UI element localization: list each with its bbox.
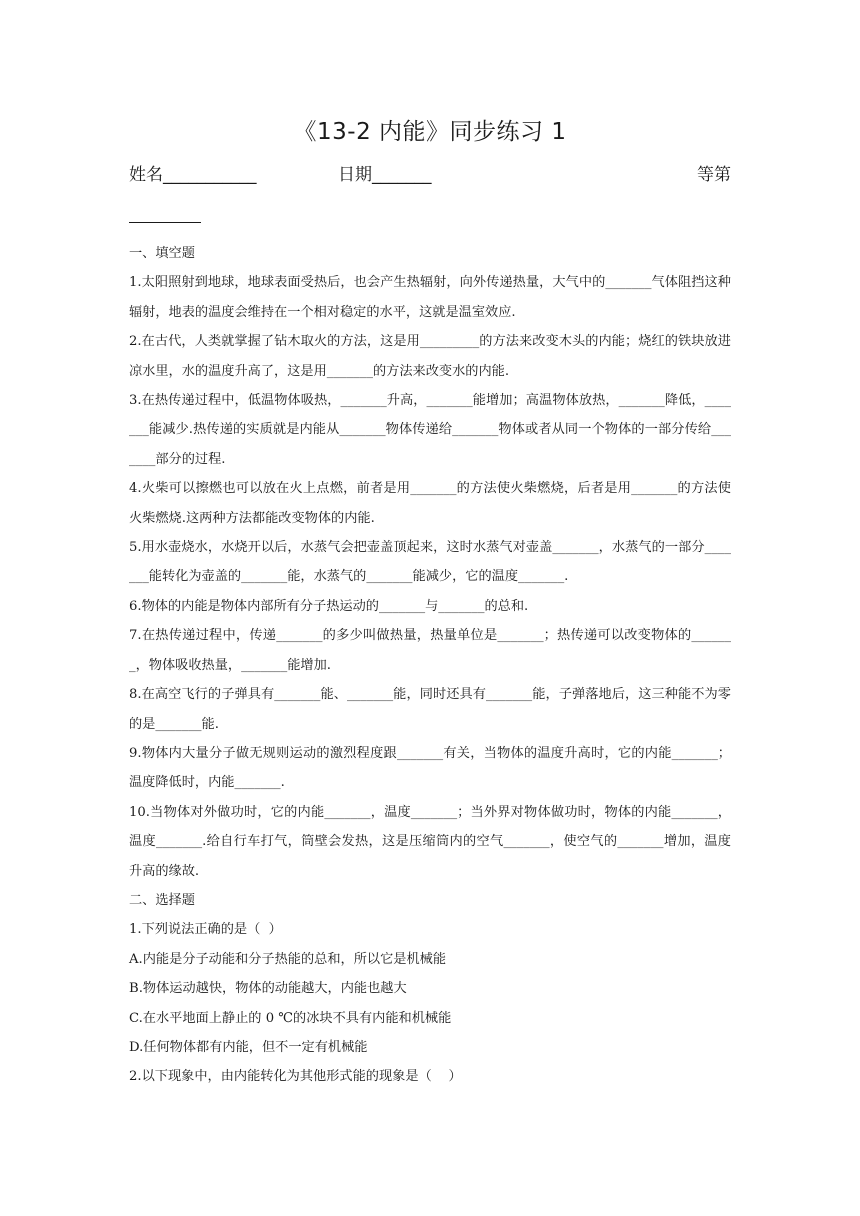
question-item: 10.当物体对外做功时，它的内能_______，温度_______；当外界对物体做功时，物体的内能_______，温度_______.给自行车打气，筒壁会发热，这是压缩筒内的空气_______，使空气的_______增加，温度升高的缘故. <box>129 804 731 879</box>
page-title: 《13-2 内能》同步练习 1 <box>293 119 567 145</box>
question-item: 8.在高空飞行的子弹具有_______能、_______能，同时还具有_______能，子弹落地后，这三种能不为零的是_______能. <box>129 687 731 732</box>
section-heading-multiple-choice: 二、选择题 <box>129 892 195 908</box>
section-heading-fill-blank: 一、填空题 <box>129 246 195 261</box>
choice-option: A.内能是分子动能和分子热能的总和，所以它是机械能 <box>129 951 447 967</box>
grade-field-label: 等第 <box>697 165 731 185</box>
choice-option: C.在水平地面上静止的 0 ℃的冰块不具有内能和机械能 <box>129 1010 452 1026</box>
grade-blank-line <box>129 222 201 223</box>
choice-question-stem: 1.下列说法正确的是（ ） <box>129 922 282 938</box>
question-item: 3.在热传递过程中，低温物体吸热，_______升高，_______能增加；高温物体放热，_______降低，_______能减少.热传递的实质就是内能从_______物体传递给_______物体或者从同一个物体的一部分传给_______部分的过程. <box>129 393 731 467</box>
question-item: 2.在古代，人类就掌握了钻木取火的方法，这是用_________的方法来改变木头的内能；烧红的铁块放进凉水里，水的温度升高了，这是用_______的方法来改变水的内能. <box>129 334 731 379</box>
student-info-row <box>129 160 731 188</box>
choice-question-stem: 2.以下现象中，由内能转化为其他形式能的现象是（ ） <box>129 1069 462 1085</box>
question-item: 5.用水壶烧水，水烧开以后，水蒸气会把壶盖顶起来，这时水蒸气对壶盖_______，水蒸气的一部分_______能转化为壶盖的_______能，水蒸气的_______能减少，它的温度_______. <box>129 540 731 585</box>
question-item: 6.物体的内能是物体内部所有分子热运动的_______与_______的总和. <box>129 598 529 614</box>
choice-option: D.任何物体都有内能，但不一定有机械能 <box>129 1039 368 1055</box>
question-item: 1.太阳照射到地球，地球表面受热后，也会产生热辐射，向外传递热量，大气中的_______气体阻挡这种辐射，地表的温度会维持在一个相对稳定的水平，这就是温室效应. <box>129 275 731 320</box>
question-item: 9.物体内大量分子做无规则运动的激烈程度跟_______有关，当物体的温度升高时，它的内能_______；温度降低时，内能_______. <box>129 745 731 791</box>
date-field-label: 日期_______ <box>338 165 432 185</box>
question-item: 4.火柴可以擦燃也可以放在火上点燃，前者是用_______的方法使火柴燃烧，后者是用_______的方法使火柴燃烧.这两种方法都能改变物体的内能. <box>129 481 731 526</box>
name-field-label: 姓名___________ <box>129 165 257 185</box>
worksheet-content <box>129 239 731 1092</box>
choice-option: B.物体运动越快，物体的动能越大，内能也越大 <box>129 981 407 997</box>
question-item: 7.在热传递过程中，传递_______的多少叫做热量，热量单位是_______；热传递可以改变物体的_______，物体吸收热量，_______能增加. <box>129 628 731 673</box>
